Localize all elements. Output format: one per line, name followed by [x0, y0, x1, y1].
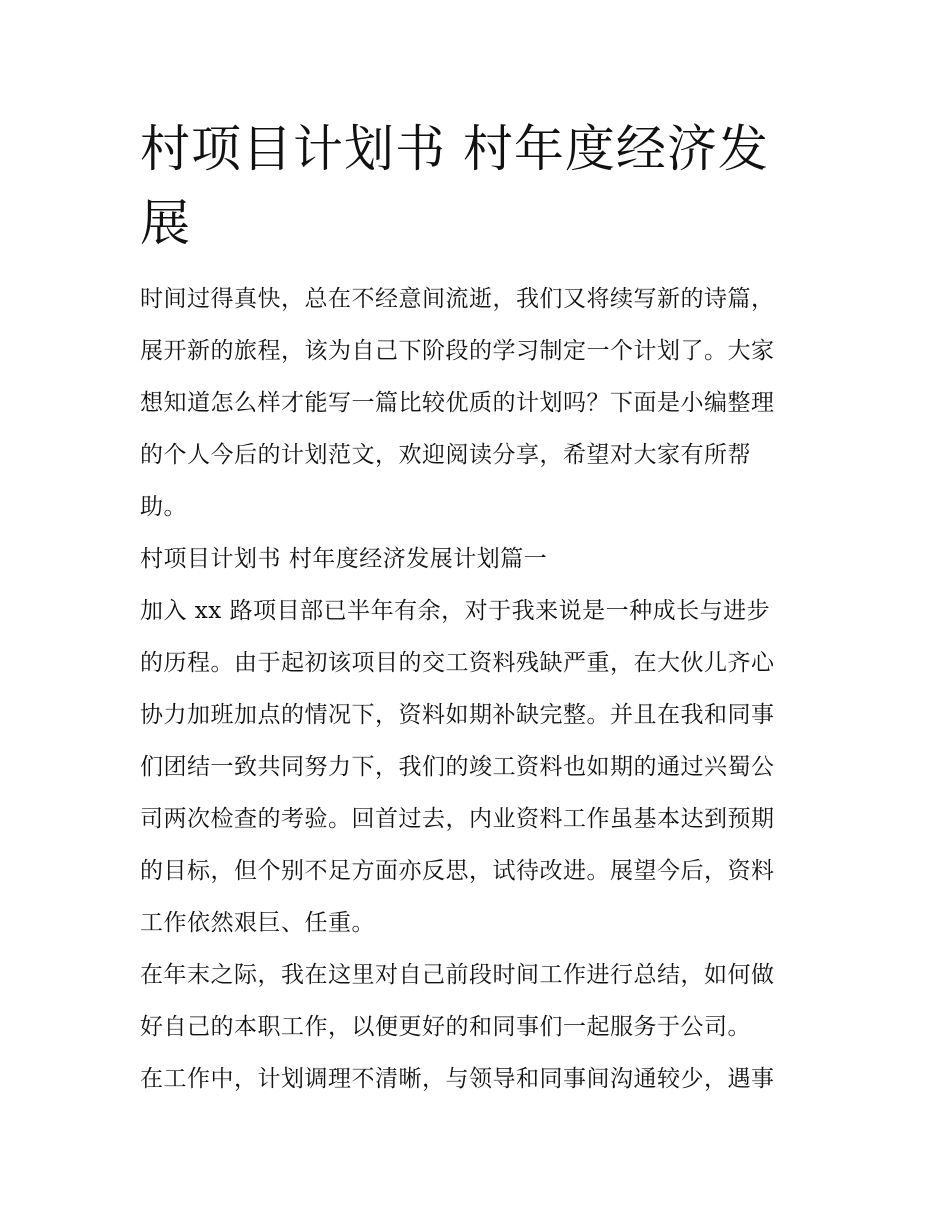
section-heading: 村项目计划书 村年度经济发展计划篇一 [140, 546, 548, 572]
text-line: 们团结一致共同努力下，我们的竣工资料也如期的通过兴蜀公 [140, 754, 775, 780]
text-line: 的历程。由于起初该项目的交工资料残缺严重，在大伙儿齐心 [140, 650, 775, 676]
title-line: 村项目计划书 村年度经济发展 [140, 120, 769, 252]
document-title [140, 112, 812, 260]
text-line: 的个人今后的计划范文，欢迎阅读分享，希望对大家有所帮 [140, 442, 751, 468]
text-line: 工作依然艰巨、任重。 [140, 910, 375, 936]
text-line: 在工作中，计划调理不清晰，与领导和同事间沟通较少，遇事 [140, 1066, 775, 1092]
text-line: 好自己的本职工作，以便更好的和同事们一起服务于公司。 [140, 1014, 751, 1040]
text-line: 想知道怎么样才能写一篇比较优质的计划吗？下面是小编整理 [140, 390, 775, 416]
text-line: 司两次检查的考验。回首过去，内业资料工作虽基本达到预期 [140, 806, 775, 832]
text-line: 协力加班加点的情况下，资料如期补缺完整。并且在我和同事 [140, 702, 775, 728]
text-line: 助。 [140, 494, 187, 520]
text-line: 展开新的旅程，该为自己下阶段的学习制定一个计划了。大家 [140, 338, 775, 364]
text-line: 加入 xx 路项目部已半年有余，对于我来说是一种成长与进步 [140, 598, 771, 624]
document-body [140, 112, 812, 1118]
text-line: 在年末之际，我在这里对自己前段时间工作进行总结，如何做 [140, 962, 775, 988]
text-line: 的目标，但个别不足方面亦反思，试待改进。展望今后，资料 [140, 858, 775, 884]
text-line: 时间过得真快，总在不经意间流逝，我们又将续写新的诗篇， [140, 286, 775, 312]
